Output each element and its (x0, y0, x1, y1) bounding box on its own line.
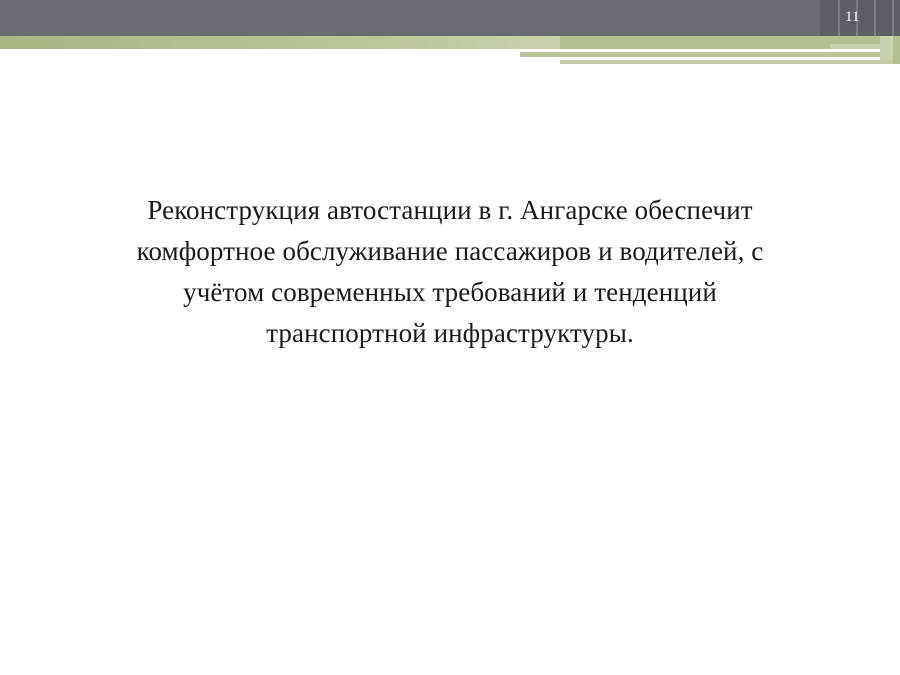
header-divider-line-4 (892, 0, 894, 36)
slide-number: 11 (845, 9, 860, 25)
header-divider-line-1 (838, 0, 840, 36)
accent-bar-tertiary (560, 60, 900, 64)
corner-accent-block-2 (893, 36, 900, 64)
slide-body-text: Реконструкция автостанции в г. Ангарске обеспечит комфортное обслуживание пассажиров и водителей, с учётом современных требований и тенденций транспортной инфраструктуры. (136, 195, 764, 348)
header-band (0, 0, 900, 36)
accent-bar-gradient (0, 36, 560, 49)
content-block (120, 190, 780, 354)
